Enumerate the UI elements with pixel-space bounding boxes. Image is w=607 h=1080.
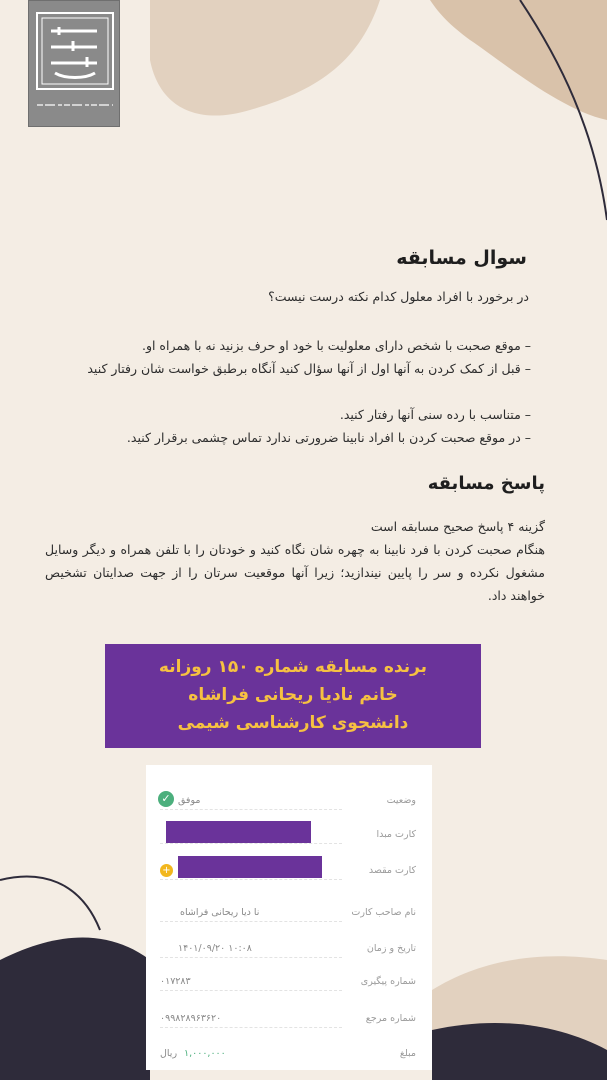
- status-label: وضعیت: [386, 795, 416, 806]
- receipt-row-source-card: [146, 821, 432, 851]
- tracking-label: شماره پیگیری: [360, 976, 416, 987]
- receipt-row-reference: [146, 1005, 432, 1035]
- info-dot-icon: +: [160, 864, 173, 877]
- source-card-label: کارت مبدا: [376, 829, 416, 840]
- destination-card-label: کارت مقصد: [368, 865, 416, 876]
- question-option-2: – قبل از کمک کردن به آنها اول از آنها سؤال کنید آنگاه برطبق خواست شان رفتار کنید: [87, 361, 531, 376]
- amount-value: ۱,۰۰۰,۰۰۰: [184, 1048, 226, 1059]
- receipt-row-datetime: [146, 935, 432, 965]
- receipt-row-tracking: [146, 968, 432, 998]
- winner-banner: [105, 644, 481, 748]
- datetime-label: تاریخ و زمان: [366, 943, 416, 954]
- tracking-value: ۰۱۷۲۸۳: [160, 976, 191, 987]
- destination-card-redaction: [178, 856, 322, 878]
- question-option-1: – موقع صحبت با شخص دارای معلولیت با خود او حرف بزنید نه با همراه او.: [141, 338, 531, 353]
- question-option-3: – متناسب با رده سنی آنها رفتار کنید.: [339, 407, 531, 422]
- receipt-row-card-holder: [146, 899, 432, 929]
- question-option-4: – در موقع صحبت کردن با افراد نابینا ضرورتی ندارد تماس چشمی برقرار کنید.: [126, 430, 531, 445]
- datetime-value: ۱۴۰۱/۰۹/۲۰ ۱۰:۰۸: [178, 943, 252, 954]
- reference-label: شماره مرجع: [365, 1013, 416, 1024]
- card-holder-value: نا دیا ریحانی فراشاه: [180, 907, 260, 918]
- answer-title: پاسخ مسابقه: [427, 473, 545, 494]
- status-value: موفق: [178, 795, 201, 806]
- winner-name: خانم نادیا ریحانی فراشاه: [188, 685, 398, 705]
- reference-value: ۰۹۹۸۲۸۹۶۳۶۲۰: [160, 1013, 222, 1024]
- question-title: سوال مسابقه: [396, 247, 527, 269]
- winner-line-1: برنده مسابقه شماره ۱۵۰ روزانه: [158, 657, 428, 677]
- receipt-row-destination-card: [146, 857, 432, 887]
- receipt-row-amount: [146, 1040, 432, 1070]
- answer-explanation: هنگام صحبت کردن با فرد نابینا به چهره شان نگاه کنید و خودتان را با تلفن همراه و دیگر وسایل مشغول نکرده و سر را پایین نیندازید؛ زیرا آنها موقعیت سرتان را از جهت صدایتان تشخیص خواهند داد.: [45, 542, 545, 603]
- amount-unit: ریال: [160, 1048, 178, 1059]
- receipt-row-status: [146, 787, 432, 817]
- winner-field: دانشجوی کارشناسی شیمی: [177, 713, 409, 733]
- payment-receipt: [146, 765, 432, 1070]
- card-holder-label: نام صاحب کارت: [351, 907, 416, 918]
- success-check-icon: ✓: [158, 791, 174, 807]
- source-card-redaction: [166, 821, 311, 843]
- question-prompt: در برخورد با افراد معلول کدام نکته درست نیست؟: [268, 289, 529, 304]
- amount-label: مبلغ: [399, 1048, 416, 1059]
- answer-line-1: گزینه ۴ پاسخ صحیح مسابقه است: [370, 519, 545, 534]
